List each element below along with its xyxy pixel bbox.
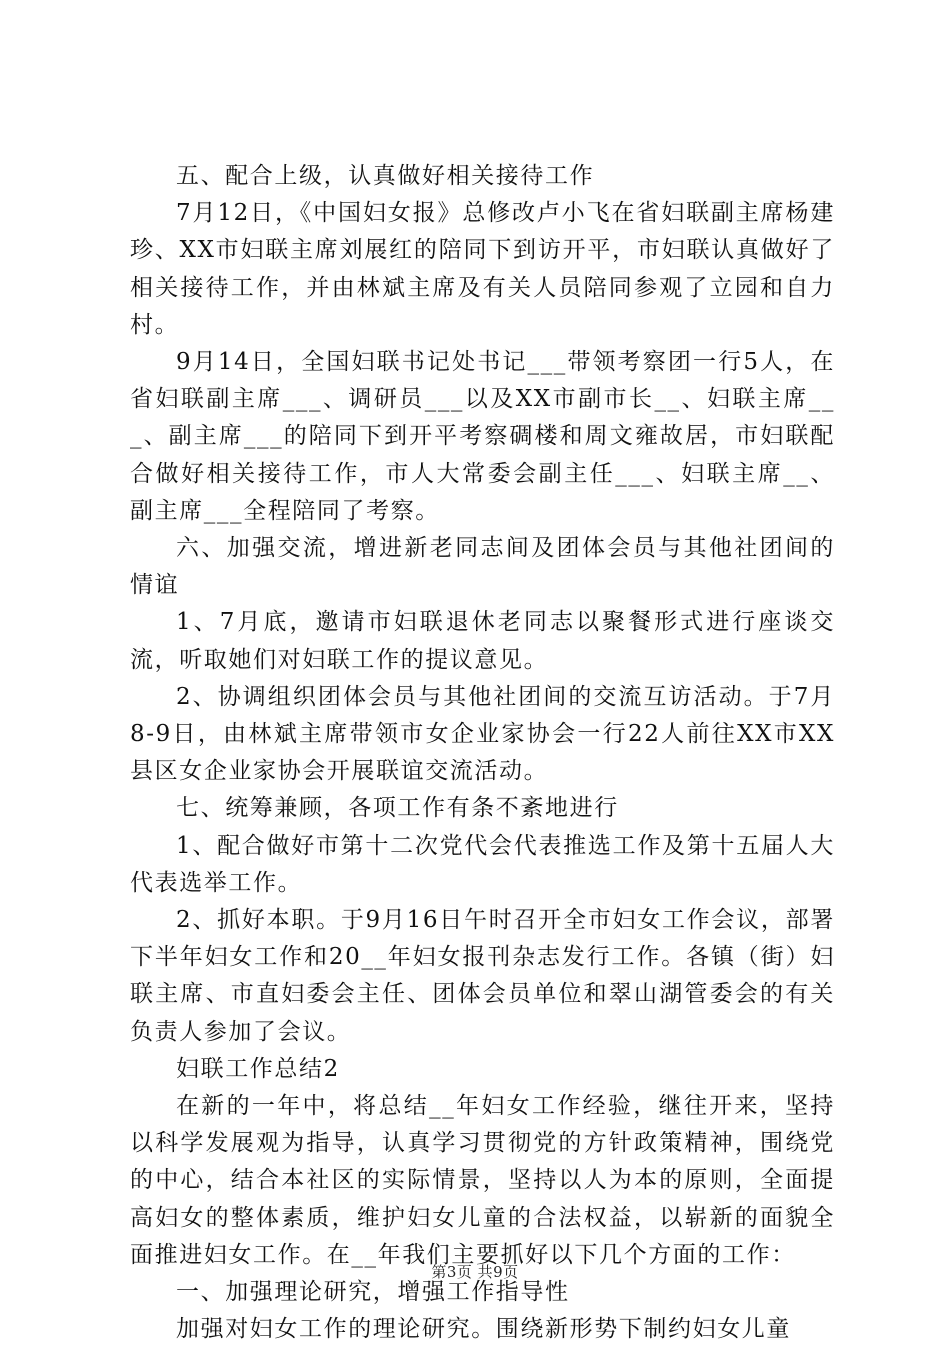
paragraph: 7月12日，《中国妇女报》总修改卢小飞在省妇联副主席杨建珍、XX市妇联主席刘展红的陪同下到访开平，市妇联认真做好了相关接待工作，并由林斌主席及有关人员陪同参观了立园和自力村。 xyxy=(130,200,835,338)
document-subtitle: 妇联工作总结2 xyxy=(176,1055,340,1082)
document-body xyxy=(130,158,835,1349)
paragraph: 2、协调组织团体会员与其他社团间的交流互访活动。于7月8-9日，由林斌主席带领市女企业家协会一行22人前往XX市XX县区女企业家协会开展联谊交流活动。 xyxy=(130,683,835,785)
section-heading-6: 六、加强交流，增进新老同志间及团体会员与其他社团间的情谊 xyxy=(130,535,835,599)
page-footer xyxy=(0,1262,950,1282)
paragraph: 1、配合做好市第十二次党代会代表推选工作及第十五届人大代表选举工作。 xyxy=(130,832,835,896)
section-heading-7: 七、统筹兼顾，各项工作有条不紊地进行 xyxy=(176,795,619,822)
paragraph: 在新的一年中，将总结__年妇女工作经验，继往开来，坚持以科学发展观为指导，认真学习贯彻党的方针政策精神，围绕党的中心，结合本社区的实际情景，坚持以人为本的原则，全面提高妇女的整体素质，维护妇女儿童的合法权益，以崭新的面貌全面推进妇女工作。在__年我们主要抓好以下几个方面的工作： xyxy=(130,1093,835,1268)
section-heading-5: 五、配合上级，认真做好相关接待工作 xyxy=(176,163,595,189)
page-number: 第3页 共9页 xyxy=(431,1263,519,1281)
paragraph: 2、抓好本职。于9月16日午时召开全市妇女工作会议，部署下半年妇女工作和20__年妇女报刊杂志发行工作。各镇（街）妇联主席、市直妇委会主任、团体会员单位和翠山湖管委会的有关负责人参加了会议。 xyxy=(130,907,835,1045)
paragraph: 1、7月底，邀请市妇联退休老同志以聚餐形式进行座谈交流，听取她们对妇联工作的提议意见。 xyxy=(130,609,835,673)
section-heading-1: 一、加强理论研究，增强工作指导性 xyxy=(176,1279,570,1306)
paragraph: 9月14日，全国妇联书记处书记___带领考察团一行5人，在省妇联副主席___、调研员___以及XX市副市长__、妇联主席___、副主席___的陪同下到开平考察碉楼和周文雍故居，市妇联配合做好相关接待工作，市人大常委会副主任___、妇联主席__、副主席___全程陪同了考察。 xyxy=(130,349,835,524)
paragraph: 加强对妇女工作的理论研究。围绕新形势下制约妇女儿童 xyxy=(176,1316,791,1343)
